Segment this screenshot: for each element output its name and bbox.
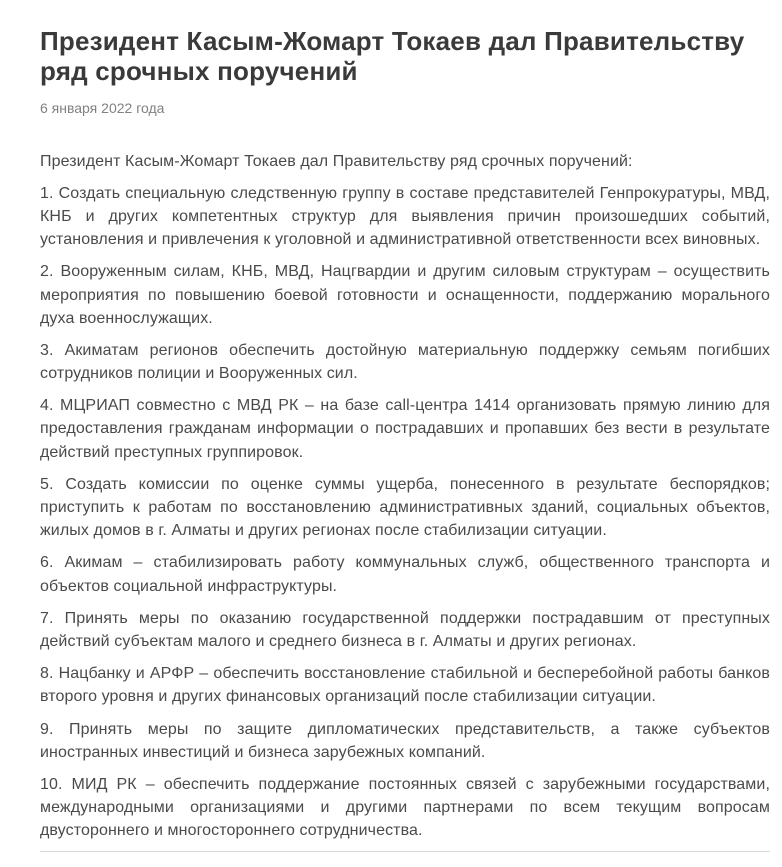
article-body — [40, 150, 770, 843]
instruction-paragraph-3: 3. Акиматам регионов обеспечить достойную материальную поддержку семьям погибших сотрудников полиции и Вооруженных сил. — [40, 341, 770, 383]
page-title: Президент Касым-Жомарт Токаев дал Правительству ряд срочных поручений — [40, 26, 745, 87]
publish-date: 6 января 2022 года — [40, 99, 165, 116]
instruction-paragraph-6: 6. Акимам – стабилизировать работу коммунальных служб, общественного транспорта и объектов социальной инфраструктуры. — [40, 554, 770, 595]
instruction-paragraph-1: 1. Создать специальную следственную группу в составе представителей Генпрокуратуры, МВД, КНБ и других компетентных структур для выявления причин произошедших событий, установления и привлечения к уголовной и административной ответственности всех виновных. — [40, 184, 770, 249]
instruction-paragraph-7: 7. Принять меры по оказанию государственной поддержки пострадавшим от преступных действий субъектам малого и среднего бизнеса в г. Алматы и других регионах. — [40, 609, 770, 650]
instruction-paragraph-5: 5. Создать комиссии по оценке суммы ущерба, понесенного в результате беспорядков; приступить к работам по восстановлению административных зданий, социальных объектов, жилых домов в г. Алматы и других регионах после стабилизации ситуации. — [40, 475, 770, 540]
instruction-paragraph-4: 4. МЦРИАП совместно с МВД РК – на базе call-центра 1414 организовать прямую линию для предоставления гражданам информации о пострадавших и пропавших без вести в результате действий преступных группировок. — [40, 397, 770, 461]
intro-paragraph: Президент Касым-Жомарт Токаев дал Правительству ряд срочных поручений: — [40, 152, 633, 170]
instruction-paragraph-8: 8. Нацбанку и АРФР – обеспечить восстановление стабильной и бесперебойной работы банков второго уровня и других финансовых организаций после стабилизации ситуации. — [40, 665, 770, 706]
instruction-paragraph-2: 2. Вооруженным силам, КНБ, МВД, Нацгвардии и другим силовым структурам – осуществить мероприятия по повышению боевой готовности и оснащенности, поддержанию морального духа военнослужащих. — [40, 263, 770, 327]
bottom-divider — [40, 851, 770, 852]
instruction-paragraph-10: 10. МИД РК – обеспечить поддержание постоянных связей с зарубежными государствами, международными организациями и другими партнерами по всем текущим вопросам двустороннего и многостороннего сотрудничества. — [40, 775, 770, 840]
instruction-paragraph-9: 9. Принять меры по защите дипломатических представительств, а также субъектов иностранных инвестиций и бизнеса зарубежных компаний. — [40, 720, 770, 761]
